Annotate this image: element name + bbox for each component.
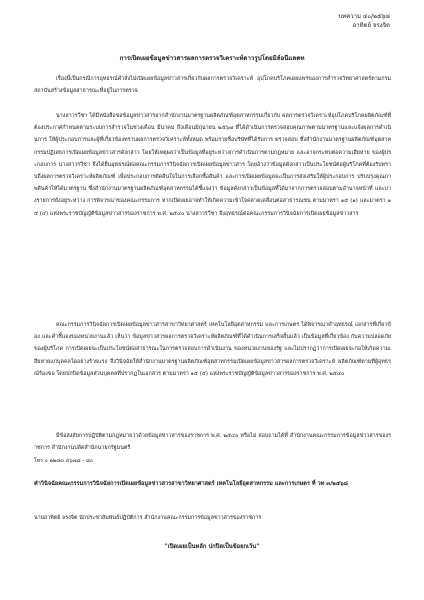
ruling-reference: คำวินิจฉัยคณะกรรมการวินิจฉัยการเปิดเผยข้อมูลข่าวสารสาขาวิทยาศาสตร์ เทคโนโลยีอุตสาหกรรม และการเกษตร ที่ วท ๓/๒๕๖๘ [34,481,348,487]
paragraph-intro: เรื่องนี้เป็นกรณีการอุทธรณ์คำสั่งไม่เปิดเผยข้อมูลข่าวสารเกี่ยวกับผลการตรวจวิเคราะห์ อุปโภคบริโภคเผยแพร่ของการสำรวจวิทยาศาสตร์ตามกรม สถาบันสร้างข้อมูลสาธารณะที่อยู่ในการตรวจ [34,76,391,95]
closing-slogan: "เปิดเผยเป็นหลัก ปกปิดเป็นข้อยกเว้น" [164,544,260,550]
signature-line: นายอาทิตย์ จรงจิต นักประชาสัมพันธ์ปฏิบัติการ สำนักงานคณะกรรมการข้อมูลข่าวสารของราชการ [34,515,262,521]
phone-number: โทร ๐ ๒๒๘๓ ๔๖๗๘ - ๘๐ [34,458,93,464]
paragraph-contact: มีข้อสงสัยการปฏิบัติตามกฎหมายว่าด้วยข้อมูลข่าวสารของราชการ พ.ศ. ๒๕๔๐ หรือไม่ สอบถามได้ที่ สำนักงานคณะกรรมการข้อมูลข่าวสารของราชการ สำนักงานปลัดสำนักนายกรัฐมนตรี [34,433,391,452]
author-name: อาทิตย์ จรงจิต [352,22,390,29]
article-reference: บทความ ๔๐/๒๕๖๘ [338,13,390,20]
paragraph-facts: นางสาวรวีชา ได้มีหนังสือขอข้อมูลข่าวสารจากสำนักงานมาตรฐานผลิตภัณฑ์อุตสาหกรรมเกี่ยวกับ ผลการตรวจวิเคราะห์อุปโภคบริโภคผลิตภัณฑ์ที่ต้องประกาศกำหนดตามระบบการสำรวจในช่วงเดือน มีนาคม ถึงเดือนมิถุนายน ๒๕๖๗ ที่ได้ดำเนินการตรวจสอบคุณภาพตามมาตรฐานและแจ้งผลการดำเนินการ ให้ผู้ประกอบการและผู้ที่เกี่ยวข้องทราบผลการตรวจวิเคราะห์ทั้งหมด พร้อมรายชื่อบริษัทที่ได้รับการ ตรวจสอบ ซึ่งสำนักงานมาตรฐานผลิตภัณฑ์อุตสาหกรรมปฏิเสธการเปิดเผยข้อมูลข่าวสารดังกล่าว โดยให้เหตุผลว่าเป็นข้อมูลที่อยู่ระหว่างการดำเนินการตามกฎหมาย และอาจกระทบต่อความเสียหาย ของผู้ประกอบการ นางสาวรวีชา จึงได้ยื่นอุทธรณ์ต่อคณะกรรมการวินิจฉัยการเปิดเผยข้อมูลข่าวสาร โดยอ้างว่าข้อมูลดังกล่าวเป็นประโยชน์ต่อผู้บริโภคที่ต้องรับทราบถึงผลการตรวจวิเคราะห์ผลิตภัณฑ์ เพื่อประกอบการตัดสินใจในการเลือกซื้อสินค้า และการเปิดเผยข้อมูลจะเป็นการส่งเสริมให้ผู้ประกอบการ ปรับปรุงคุณภาพสินค้าให้ได้มาตรฐาน ซึ่งสำนักงานมาตรฐานผลิตภัณฑ์อุตสาหกรรมได้ชี้แจงว่า ข้อมูลดังกล่าวเป็นข้อมูลที่ได้มาจากการตรวจสอบตามอำนาจหน้าที่ และบางรายการยังอยู่ระหว่าง การพิจารณาของคณะกรรมการ หากเปิดเผยอาจทำให้เกิดความเข้าใจคลาดเคลื่อนต่อสาธารณชน ตามมาตรา ๑๕ (๑) และมาตรา ๑๕ (๔) แห่งพระราชบัญญัติข้อมูลข่าวสารของราชการ พ.ศ. ๒๕๔๐ นางสาวรวีชา จึงอุทธรณ์ต่อคณะกรรมการวินิจฉัยการเปิดเผยข้อมูลข่าวสาร [34,113,391,217]
document-title: การเปิดเผยข้อมูลข่าวสารผลการตรวจวิเคราะห์ดาวรูปโดยมิล์อนีแลคท [119,55,305,62]
paragraph-decision: คณะกรรมการวินิจฉัยการเปิดเผยข้อมูลข่าวสารสาขาวิทยาศาสตร์ เทคโนโลยีอุตสาหกรรม และการเกษตร ได้พิจารณาคำอุทธรณ์ เอกสารที่เกี่ยวข้อง และคำชี้แจงของหน่วยงานแล้ว เห็นว่า ข้อมูลข่าวสารผลการตรวจวิเคราะห์ผลิตภัณฑ์ที่ได้ดำเนินการเสร็จสิ้นแล้ว เป็นข้อมูลที่เกี่ยวข้อง กับความปลอดภัยของผู้บริโภค การเปิดเผยจะเป็นประโยชน์ต่อสาธารณะในการตรวจสอบการดำเนินงาน ของหน่วยงานของรัฐ และไม่ปรากฏว่าการเปิดเผยจะก่อให้เกิดความเสียหายแก่บุคคลใดอย่างร้ายแรง จึงวินิจฉัยให้สำนักงานมาตรฐานผลิตภัณฑ์อุตสาหกรรมเปิดเผยข้อมูลข่าวสารผลการตรวจวิเคราะห์ ผลิตภัณฑ์ตามที่ผู้อุทธรณ์ร้องขอ โดยปกปิดข้อมูลส่วนบุคคลที่ปรากฏในเอกสาร ตามมาตรา ๑๕ (๕) แห่งพระราชบัญญัติข้อมูลข่าวสารของราชการ พ.ศ. ๒๕๔๐ [34,322,391,377]
